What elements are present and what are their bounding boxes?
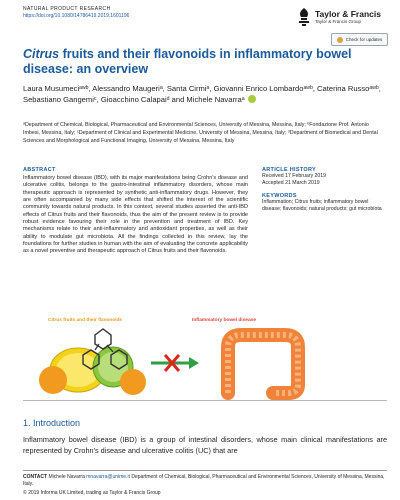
accepted-date: Accepted 21 March 2019 xyxy=(262,179,320,186)
contact-label: CONTACT xyxy=(23,474,48,480)
graphic-right-title: Inflammatory bowel disease xyxy=(192,318,256,323)
title-italic: Citrus xyxy=(23,47,60,61)
doi-link[interactable]: https://doi.org/10.1080/14786419.2019.1601196 xyxy=(23,13,130,19)
footer-divider xyxy=(23,470,387,471)
contact-email-link[interactable]: mnavarra@unime.it xyxy=(86,474,130,480)
history-dates xyxy=(262,173,387,187)
introduction-heading: 1. Introduction xyxy=(23,418,81,428)
journal-name: NATURAL PRODUCT RESEARCH xyxy=(23,6,111,12)
section-divider xyxy=(23,400,387,401)
keywords-text: Inflammation; Citrus fruits; inflammatory bowel disease; flavonoids; natural products; gut microbiota xyxy=(262,198,382,212)
contact-info xyxy=(23,474,387,488)
colon-icon xyxy=(228,335,298,393)
abstract-text: Inflammatory bowel disease (IBD), with its major manifestations being Crohn's disease and ulcerative colitis, belongs to the gastro-intestinal inflammatory disorders, whose main therapeutic approach is represented by synthetic anti-inflammatory drugs. However, they are often accompanied by many side effects that shifted the interest of the scientific community towards natural products. In this context, several studies asserted the anti-IBD effects of Citrus fruits and their flavonoids, thus the aim of the present review is to provide robust evidence favouring their role in the prevention and treatment of IBD. Key mechanisms relate to their anti-inflammatory and antioxidant properties, as well as their ability to modulate gut microbiota. All the findings collected in this review, lay the foundations for further studies in human with the aim of evaluating the concrete applicability as a novel preventive and therapeutic approach of Citrus fruits and their flavonoids. xyxy=(23,175,248,255)
orcid-icon[interactable] xyxy=(248,95,256,103)
introduction-text: Inflammatory bowel disease (IBD) is a group of intestinal disorders, whose main clinical manifestations are represented by Crohn's disease and ulcerative colitis (UC) that are xyxy=(23,435,387,455)
affiliations: ᵃDepartment of Chemical, Biological, Pharmaceutical and Environmental Sciences, University of Messina, Messina, Italy; ᵇFondazione Prof. Antonio Imbesi, Messina, Italy; ᶜDepartment of Clinical and Experimental Medicine, University of Messina, Messina, Italy; ᵈDepartment of Biomedical and Dental Sciences and Morphological and Functional Imaging, University of Messina, Messina, Italy xyxy=(23,122,378,144)
author-list xyxy=(23,83,383,105)
received-date: Received 17 February 2019 xyxy=(262,173,327,179)
check-updates-label: Check for updates xyxy=(345,37,383,42)
history-heading: ARTICLE HISTORY xyxy=(262,167,317,173)
update-badge-icon xyxy=(337,37,343,43)
copyright-notice: © 2019 Informa UK Limited, trading as Taylor & Francis Group xyxy=(23,490,161,496)
publisher-logo[interactable] xyxy=(296,4,386,30)
abstract-heading: ABSTRACT xyxy=(23,167,56,173)
check-for-updates-button[interactable] xyxy=(331,33,388,46)
article-sidebar xyxy=(262,167,387,219)
title-rest: fruits and their flavonoids in inflammatory bowel disease: an overview xyxy=(23,47,352,76)
keywords-heading: KEYWORDS xyxy=(262,192,297,199)
citrus-fruits-icon xyxy=(39,329,146,395)
authors-text: Laura Musumeciᵃʷᵇ, Alessandro Maugeriᵃ, Santa Cirmiᵃ, Giovanni Enrico Lombardoᵃʷᵇ, Caterina Russoᵃʷᵇ, Sebastiano Gangemiᶜ, Gioacchino Calapaiᵈ and Michele Navarraᵃ xyxy=(23,84,381,104)
graphic-left-title: Citrus fruits and their flavonoids xyxy=(48,318,123,323)
publisher-subtitle: Taylor & Francis Group xyxy=(315,18,362,24)
publisher-lamp-icon xyxy=(296,7,312,27)
abstract-section xyxy=(23,167,248,287)
inhibition-arrow-icon xyxy=(151,355,199,371)
contact-name: Michele Navarra xyxy=(48,474,85,480)
article-title xyxy=(23,47,353,77)
graphical-abstract xyxy=(23,325,387,400)
contact-address: Department of Chemical, Biological, Pharmaceutical and Environmental Sciences, University of Messina, Messina, Italy. xyxy=(23,474,385,487)
publisher-name: Taylor & Francis xyxy=(315,8,381,19)
